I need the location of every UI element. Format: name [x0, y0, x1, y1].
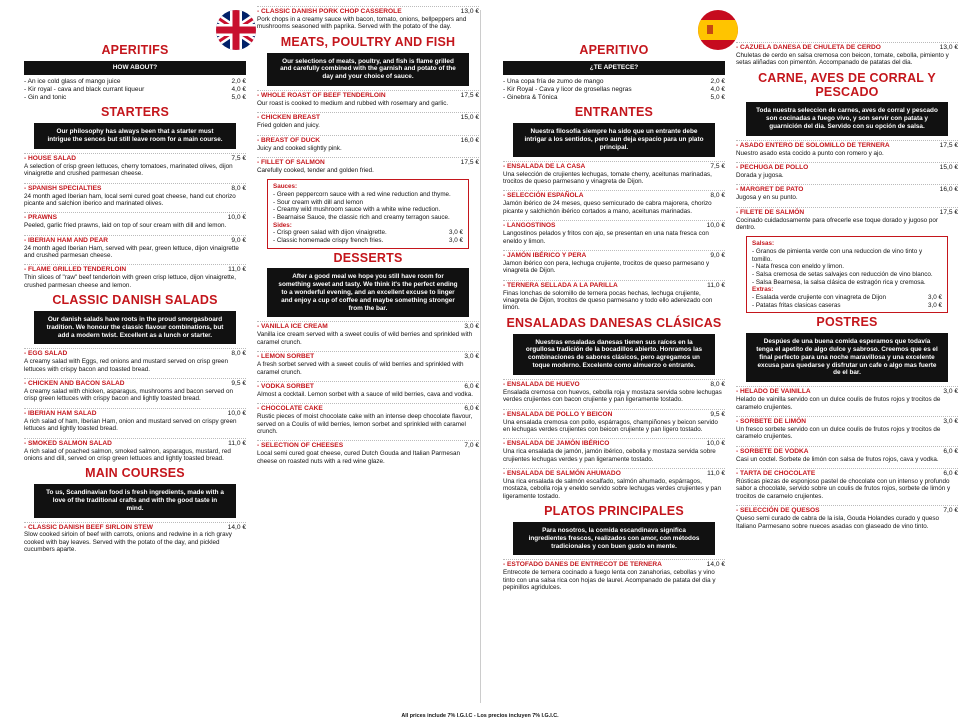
drink-row: [24, 94, 246, 102]
section-title-aperitivo: APERITIVO: [579, 43, 649, 57]
menu-item-description: Jamon ibérico con pera, lechuga crujiente, trocitos de queso parmesano y vinagreta de Dijon.: [503, 259, 710, 275]
menu-item-price: 17,5 €: [939, 141, 958, 149]
menu-item-description: Helado de vainilla servido con un dulce coulis de frutos rojos y trocitos de caramelo crujientes.: [736, 396, 941, 411]
menu-item-name: - ENSALADA DE LA CASA: [503, 162, 586, 170]
salads-list: [24, 348, 246, 462]
menu-item-price: 3,0 €: [464, 353, 479, 361]
menu-item-price: 9,0 €: [710, 251, 725, 259]
menu-item-price: 9,5 €: [710, 410, 725, 418]
menu-item-header: [24, 214, 246, 222]
menu-item-price: 10,0 €: [227, 409, 246, 417]
menu-item-description: Vanilla ice cream served with a sweet coulis of wild berries and sprinkled with caramel crunch.: [257, 331, 473, 346]
side-option: [273, 237, 463, 245]
menu-item-price: 3,0 €: [943, 388, 958, 396]
section-title-desserts: DESSERTS: [333, 250, 403, 265]
menu-item: [24, 153, 246, 178]
menu-item-header: [503, 470, 725, 478]
menu-item-price: 10,0 €: [227, 214, 246, 222]
menu-item-description: Almost a cocktail. Lemon sorbet with a sauce of wild berries, cava and vodka.: [257, 390, 473, 398]
menu-item-price: 14,0 €: [706, 561, 725, 569]
menu-item-header: [24, 440, 246, 448]
menu-item-description: Nuestro asado esta cocido a punto con romero y ajo.: [736, 149, 884, 157]
menu-item-description: Entrecote de ternera cocinado a fuego lenta con zanahorias, cebollas y vino tinto con una salsa rica con hojas de laurel. Acompanado de patata del dia y pepinillos agridulces.: [503, 569, 716, 592]
menu-item-name: - IBERIAN HAM AND PEAR: [24, 236, 109, 244]
drink-name: - Gin and tonic: [24, 94, 67, 102]
menu-item-description: A fresh sorbet served with a sweet coulis of wild berries and sprinkled with caramel crunch.: [257, 361, 464, 376]
menu-item: [503, 161, 725, 186]
desserts-intro: After a good meal we hope you still have room for something sweet and tasty. We think it's the perfect ending to a wonderful evening, and an excellent excuse to linger and enjoy a cup of coffee and maybe something stronger from the bar.: [267, 268, 469, 317]
menu-item-description: Jugosa y en su punto.: [736, 194, 798, 202]
sauce-option: - Salsa cremosa de setas salvajes con reducción de vino blanco.: [752, 271, 933, 279]
center-fold: [480, 10, 481, 703]
menu-item-description: Ensalada cremosa con huevos, cebolla roja y mostaza servida sobre lechugas verdes crujientes con bacon crujiente y pan ligeramente tostado.: [503, 388, 722, 404]
sauce-option: - Granos de pimienta verde con una reduccion de vino tinto y tomillo.: [752, 248, 923, 263]
menu-item-price: 13,0 €: [460, 8, 479, 15]
menu-item-price: 11,0 €: [228, 439, 246, 447]
section-title-entrantes: ENTRANTES: [574, 105, 654, 120]
sides-label: Sides:: [273, 221, 292, 229]
side-option: [273, 229, 463, 237]
menu-item: [257, 321, 479, 346]
footer-tax-note: All prices include 7% I.G.I.C - Los precios incluyen 7% I.G.I.C.: [401, 712, 559, 719]
menu-item: [257, 403, 479, 435]
menu-item-price: 3,0 €: [943, 418, 958, 426]
menu-item-price: 6,0 €: [943, 447, 958, 455]
menu-item-description: Queso semi curado de cabra de la isla, Gouda Holandes curado y queso Italiano Parmesano sobre nueces asadas con glaseado de vino tinto.: [736, 515, 940, 530]
section-title-postres: POSTRES: [816, 315, 878, 330]
menu-item: [736, 184, 958, 201]
drink-row: [503, 86, 725, 94]
section-title-main-courses: MAIN COURSES: [85, 466, 185, 481]
menu-item-description: A creamy salad with Eggs, red onions and mustard served on crisp green lettuces with crispy bacon and toasted bread.: [24, 358, 229, 373]
menu-item-name: - VODKA SORBET: [257, 382, 314, 390]
entrantes-intro: Nuestra filosofía siempre ha sido que un entrante debe intrigar a los sentidos, pero aun deja espacio para un plato principal.: [513, 123, 715, 156]
menu-item-name: - ENSALADA DE POLLO Y BEICON: [503, 410, 613, 418]
menu-item-price: 7,0 €: [464, 442, 479, 450]
menu-item-header: [736, 44, 958, 52]
side-option-price: 3,0 €: [448, 229, 463, 237]
menu-item-name: - VANILLA ICE CREAM: [257, 323, 328, 331]
menu-item-name: - CLASSIC DANISH BEEF SIRLOIN STEW: [24, 523, 153, 531]
menu-item-header: [503, 222, 725, 230]
menu-item-description: Carefully cooked, tender and golden fried.: [257, 166, 374, 174]
menu-item-header: [503, 282, 725, 290]
menu-item: [24, 378, 246, 403]
menu-item-name: - JAMÓN IBÉRICO Y PERA: [503, 251, 587, 259]
starters-intro: Our philosophy has always been that a starter must intrigue the sences but still leave room for a main course.: [34, 123, 236, 149]
sauce-option: - Sour cream with dill and lemon: [273, 198, 363, 206]
menu-item: [24, 348, 246, 373]
drink-price: 2,0 €: [231, 77, 246, 85]
menu-item-description: Rustic pieces of moist chocolate cake with an intense deep chocolate flavour, served on a Coulis of wild berries, lemon sorbet and sprinkled with caramel crunch.: [257, 413, 473, 436]
menu-item-price: 11,0 €: [707, 470, 725, 478]
menu-item-name: - SELECCIÓN ESPAÑOLA: [503, 192, 584, 200]
menu-item-name: - FLAME GRILLED TENDERLOIN: [24, 266, 127, 274]
menu-item-header: [503, 561, 725, 569]
menu-item-price: 17,5 €: [939, 208, 958, 216]
sauces-list: [273, 191, 463, 222]
menu-item-price: 7,5 €: [231, 154, 246, 162]
menu-item-price: 11,0 €: [707, 281, 725, 289]
menu-item-header: [257, 353, 479, 361]
drink-row: [503, 94, 725, 102]
menu-item: [736, 162, 958, 179]
menu-item-price: 15,0 €: [939, 164, 958, 172]
menu-item-header: [736, 164, 958, 172]
menu-item-name: - PRAWNS: [24, 214, 57, 222]
menu-item-header: [24, 155, 246, 163]
menu-item-description: Peeled, garlic fried prawns, laid on top of sour cream with dill and lemon.: [24, 222, 227, 230]
section-title-carne: CARNE, AVES DE CORRAL Y PESCADO: [758, 70, 936, 99]
entrantes-list: [503, 161, 725, 312]
menu-item-description: Pork chops in a creamy sauce with bacon, tomato, onions, bellpeppers and mushrooms seasoned with paprika. Served with the potato of the day.: [257, 15, 467, 31]
menu-item-name: - ENSALADA DE HUEVO: [503, 380, 580, 388]
menu-item-description: Langostinos pelados y fritos con ajo, se presentan en una nata fresca con eneldo y limon.: [503, 230, 709, 245]
drink-name: - Ginebra & Tónica: [503, 94, 558, 102]
menu-item: [24, 264, 246, 289]
menu-item-header: [24, 237, 246, 245]
column-english-right: [257, 6, 479, 470]
menu-item-price: 14,0 €: [227, 523, 246, 531]
menu-item-description: Cocinado cuidadosamente para ofrecerle ese toque dorado y jugoso por dentro.: [736, 216, 938, 231]
section-title-meats: MEATS, POULTRY AND FISH: [280, 34, 456, 49]
menu-item-price: 6,0 €: [943, 470, 958, 478]
side-option-name: - Esalada verde crujiente con vinagreta de Dijon: [752, 294, 887, 302]
side-option-name: - Patatas fritas clasicas caseras: [752, 301, 841, 309]
sauces-box: [267, 179, 469, 248]
menu-item-header: [736, 142, 958, 150]
menu-item-header: [736, 209, 958, 217]
menu-item-description: A selection of crisp green lettuces, cherry tomatoes, marinated olives, dijon vinaigrette and crushed parmesan cheese.: [24, 162, 233, 178]
drink-price: 2,0 €: [710, 77, 725, 85]
menu-item-name: - CHICKEN AND BACON SALAD: [24, 380, 125, 388]
carne-intro: Toda nuestra seleccion de carnes, aves de corral y pescado son cocinadas a fuego vivo, y son servir con patata y guarnición del dia. Servido con su opción de salsa.: [746, 102, 948, 135]
menu-item-name: - SORBETE DE LIMÓN: [736, 418, 806, 426]
menu-item-header: [257, 442, 479, 450]
menu-item: [24, 408, 246, 433]
menu-item-name: - IBERIAN HAM SALAD: [24, 409, 97, 417]
menu-item-price: 8,0 €: [710, 192, 725, 200]
menu-item-description: A creamy salad with chicken, asparagus, mushrooms and bacon served on crisp green lettuces with crispy bacon and lightly toasted bread.: [24, 388, 233, 403]
menu-item-price: 3,0 €: [464, 323, 479, 331]
menu-item-price: 16,0 €: [460, 136, 479, 144]
meats-intro: Our selections of meats, poultry, and fish is flame grilled and carefully combined with the garnish and potato of the day and your choice of sauce.: [267, 53, 469, 86]
menu-item-name: - SORBETE DE VODKA: [736, 447, 809, 455]
menu-item-name: - SELECCIÓN DE QUESOS: [736, 507, 820, 515]
menu-item-price: 10,0 €: [706, 222, 725, 230]
menu-item-price: 11,0 €: [228, 266, 246, 274]
menu-item: [503, 220, 725, 245]
sauce-option: - Bearnaise Sauce, the classic rich and creamy terragon sauce.: [273, 213, 450, 221]
menu-item: [257, 90, 479, 107]
drink-row: [24, 78, 246, 86]
salsas-list: [752, 248, 942, 286]
menu-item: [503, 379, 725, 404]
menu-item-name: - ESTOFADO DANES DE ENTRECOT DE TERNERA: [503, 561, 662, 569]
menu-item-price: 8,0 €: [710, 380, 725, 388]
menu-item-description: 24 month aged Iberian Ham, served with pear, green lettuce, dijon vinaigrette and crushed parmesan cheese.: [24, 244, 239, 260]
menu-item: [736, 207, 958, 232]
side-option: [752, 294, 942, 302]
menu-item-name: - CHICKEN BREAST: [257, 114, 321, 122]
top-list-es: [736, 42, 958, 67]
drink-name: - An ice cold glass of mango juice: [24, 77, 121, 85]
menu-item-description: Una rica ensalada de jamón, jamón ibérico, cebolla y mostaza servida sobre crujientes lechugas verdes y pan ligeramente tostado.: [503, 448, 716, 463]
menu-item: [503, 250, 725, 275]
menu-item-header: [24, 350, 246, 358]
menu-item-description: Slow cooked sirloin of beef with carrots, onions and redwine in a rich gravy cooked with bay leaves. Served with the potato of the day, and pickled cucumbers aparte.: [24, 531, 232, 554]
menu-item-header: [24, 410, 246, 418]
drink-name: - Kir Royal - Cava y licor de grosellas negras: [503, 85, 632, 93]
menu-item-name: - ASADO ENTERO DE SOLOMILLO DE TERNERA: [736, 141, 890, 149]
menu-item-price: 9,5 €: [231, 380, 246, 388]
menu-item: [736, 416, 958, 441]
menu-item-description: Chuletas de cerdo en salsa cremosa con beicon, tomate, cebolla, pimiento y setas aliñadas con pimentón. Accompanado de patatas del dia.: [736, 51, 949, 67]
menu-item-description: Our roast is cooked to medium and rubbed with rosemary and garlic.: [257, 99, 449, 107]
drink-price: 5,0 €: [710, 94, 725, 102]
menu-item-description: Un fresco sorbete servido con un dulce coulis de frutos rojos y trocitos de caramelo crujientes.: [736, 425, 941, 441]
menu-item-name: - SMOKED SALMON SALAD: [24, 439, 112, 447]
section-title-platos: PLATOS PRINCIPALES: [544, 504, 684, 519]
menu-item: [503, 438, 725, 463]
menu-item: [24, 212, 246, 229]
menu-item-description: 24 month aged Iberian ham, local semi cured goat cheese, hand cut chorizo picante and salchion iberico and marinated olives.: [24, 192, 236, 207]
menu-item-header: [736, 470, 958, 478]
menu-item: [503, 190, 725, 215]
menu-item-name: - EGG SALAD: [24, 350, 68, 358]
menu-item-description: Finas lonchas de solomillo de ternera pocas hechas, lechuga crujiente, vinagreta de Dijon, trocitos de queso parmesano y todo ello aderezado con limón.: [503, 289, 713, 312]
sauces-label: Sauces:: [273, 183, 298, 191]
salads-intro: Our danish salads have roots in the proud smorgasboard tradition. We honour the classic flavour combinations, but add a modern twist. Excellent as a lunch or starter.: [34, 311, 236, 344]
menu-item-description: Una ensalada cremosa con pollo, espárragos, champiñones y beicon servido en lechugas verdes crujientes con beicon crujiente y pan ligero tostado.: [503, 418, 718, 433]
starters-list: [24, 153, 246, 289]
menu-item-header: [257, 92, 479, 100]
menu-item: [736, 505, 958, 530]
menu-item-price: 17,5 €: [460, 91, 479, 99]
menu-item-name: - CLASSIC DANISH PORK CHOP CASSEROLE: [257, 8, 402, 15]
drink-price: 4,0 €: [231, 85, 246, 93]
side-option-price: 3,0 €: [927, 294, 942, 302]
menu-item-header: [736, 507, 958, 515]
drink-row: [503, 78, 725, 86]
menu-item-name: - FILETE DE SALMÓN: [736, 208, 805, 216]
menu-item: [24, 235, 246, 260]
drink-price: 4,0 €: [710, 85, 725, 93]
extras-label: Extras:: [752, 286, 774, 294]
menu-item-header: [736, 186, 958, 194]
menu-item-header: [736, 448, 958, 456]
menu-item-header: [257, 323, 479, 331]
menu-item-header: [257, 114, 479, 122]
salsas-box: [746, 236, 948, 313]
main-intro: To us, Scandinavian food is fresh ingredients, made with a love of the traditional crafts and with the good taste in mind.: [34, 484, 236, 517]
menu-item: [24, 438, 246, 463]
section-title-aperitifs: APERITIFS: [101, 43, 169, 57]
main-list: [24, 522, 246, 554]
drink-name: - Una copa fría de zumo de mango: [503, 77, 604, 85]
side-option-price: 3,0 €: [448, 236, 463, 244]
menu-item: [736, 42, 958, 67]
menu-item-price: 13,0 €: [939, 44, 958, 51]
aperitivo-list: [503, 78, 725, 103]
menu-item-header: [24, 185, 246, 193]
platos-list: [503, 559, 725, 591]
menu-item: [257, 112, 479, 129]
column-english-left: [24, 6, 246, 559]
menu-item-header: [503, 411, 725, 419]
menu-item-header: [503, 192, 725, 200]
menu-item: [503, 559, 725, 591]
side-option-name: - Crisp green salad with dijon vinaigrette.: [273, 229, 387, 237]
menu-item-name: - SELECTION OF CHEESES: [257, 442, 344, 450]
menu-item: [257, 135, 479, 152]
menu-item-name: - HOUSE SALAD: [24, 154, 77, 162]
extras-list: [752, 294, 942, 309]
sauce-option: - Creamy wild mushroom sauce with a white wine reduction.: [273, 206, 441, 214]
side-option-name: - Classic homemade crispy french fries.: [273, 236, 384, 244]
menu-item-price: 7,0 €: [943, 507, 958, 515]
menu-item: [503, 468, 725, 500]
menu-item-name: - CAZUELA DANESA DE CHULETA DE CERDO: [736, 44, 881, 51]
menu-item: [257, 6, 479, 31]
menu-item-description: Fried golden and juicy.: [257, 122, 320, 130]
sauce-option: - Green peppercorn sauce with a red wine reduction and thyme.: [273, 190, 451, 198]
menu-item: [736, 468, 958, 500]
section-title-starters: STARTERS: [100, 105, 170, 120]
menu-item-name: - ENSALADA DE JAMÓN IBÉRICO: [503, 440, 610, 448]
drink-price: 5,0 €: [231, 94, 246, 102]
menu-item-header: [257, 137, 479, 145]
column-spanish-right: [736, 6, 958, 535]
menu-item: [736, 446, 958, 463]
menu-item-description: Una rica ensalada de salmón escalfado, salmón ahumado, espárragos, mostaza, cebolla roja y eneldo servido sobre lechugas verdes crujientes y pan ligeramente tostado.: [503, 478, 722, 500]
menu-item-header: [257, 159, 479, 167]
menu-item-price: 8,0 €: [231, 350, 246, 358]
menu-item: [24, 183, 246, 208]
menu-item-header: [257, 405, 479, 413]
drink-row: [24, 86, 246, 94]
menu-item: [503, 409, 725, 434]
menu-item-name: - CHOCOLATE CAKE: [257, 405, 323, 413]
sauce-option: - Nata fresca con eneldo y limon.: [752, 263, 845, 271]
menu-item-description: A rich salad of poached salmon, smoked salmon, asparagus, mustard, red onions and dill, served on crisp green lettuces and lightly toasted bread.: [24, 447, 231, 462]
postres-list: [736, 386, 958, 530]
menu-item-header: [24, 524, 246, 532]
menu-item-name: - SPANISH SPECIALTIES: [24, 184, 102, 192]
menu-item-description: Local semi cured goat cheese, cured Dutch Gouda and Italian Parmesan cheese on roasted nuts with a red wine glaze.: [257, 450, 461, 465]
ensaladas-list: [503, 379, 725, 500]
menu-item-price: 16,0 €: [939, 186, 958, 194]
menu-item: [257, 351, 479, 376]
menu-item-price: 10,0 €: [706, 440, 725, 448]
menu-item-description: A rich salad of ham, Iberian Ham, onion and mustard served on crispy green lettuces and lightly toasted bread.: [24, 417, 237, 433]
menu-item-name: - BREAST OF DUCK: [257, 136, 321, 144]
menu-item: [736, 386, 958, 411]
drink-name: - Kir royal - cava and black currant liqueur: [24, 85, 145, 93]
aperitivo-bar: ¿TE APETECE?: [503, 61, 725, 75]
menu-item: [257, 440, 479, 465]
menu-item-header: [503, 381, 725, 389]
menu-item: [503, 280, 725, 312]
menu-item-description: Rústicas piezas de esponjoso pastel de chocolate con un intenso y profundo sabor a chocolate, servido sobre un coulis de frutos rojos, sorbete de limón y trocitos de caramelo crujientes.: [736, 478, 951, 500]
menu-item-price: 7,5 €: [710, 162, 725, 170]
ensaladas-intro: Nuestras ensaladas danesas tienen sus raíces en la orgullosa tradición de la bocadillos abierto. Honramos las combinaciones de sabores clásicos, pero agregamos un toque moderno. Excelente como almuerzo o entrante.: [513, 334, 715, 375]
side-option-price: 3,0 €: [927, 301, 942, 309]
menu-item-header: [503, 252, 725, 260]
menu-item-description: Jamón ibérico de 24 meses, queso semicurado de cabra majorera, chorizo picante y salchichón ibérico cortados a mano, aceitunas marinadas.: [503, 200, 712, 215]
menu-item-name: - TARTA DE CHOCOLATE: [736, 470, 816, 478]
menu-item-header: [503, 440, 725, 448]
menu-item-price: 15,0 €: [460, 114, 479, 122]
menu-item-header: [736, 418, 958, 426]
menu-item-header: [257, 383, 479, 391]
menu-item-header: [24, 266, 246, 274]
column-spanish-left: [503, 6, 725, 597]
platos-intro: Para nosotros, la comida escandinava significa ingredientes frescos, realizados con amor, con métodos tradicionales y con buen gusto en mente.: [513, 522, 715, 555]
menu-item-name: - HELADO DE VAINILLA: [736, 388, 811, 396]
menu-item-name: - TERNERA SELLADA A LA PARILLA: [503, 281, 618, 289]
sides-list: [273, 229, 463, 244]
top-list: [257, 6, 479, 31]
menu-item: [257, 157, 479, 174]
menu-item-name: - LEMON SORBET: [257, 353, 315, 361]
side-option: [752, 302, 942, 310]
menu-item-name: - WHOLE ROAST OF BEEF TENDERLOIN: [257, 91, 386, 99]
postres-intro: Despúes de una buena comida esperamos que todavía tenga el apetito de algo dulce y sabroso. Creemos que es el final perfecto para una noche maravillosa y una excelente excusa para quedarse y disfrutar un cafe o algo mas fuerte de el bar.: [746, 333, 948, 382]
salsas-label: Salsas:: [752, 240, 775, 248]
menu-item: [736, 140, 958, 157]
menu-item-description: Una selección de crujientes lechugas, tomate cherry, aceitunas marinadas, trocitos de queso parmesano y vinagreta de Dijon.: [503, 170, 712, 185]
menu-item-name: - ENSALADA DE SALMÓN AHUMADO: [503, 470, 621, 478]
menu-item-header: [736, 388, 958, 396]
menu-item-name: - FILLET OF SALMON: [257, 158, 325, 166]
menu-item-name: - PECHUGA DE POLLO: [736, 164, 809, 172]
menu-item-description: Casi un coctel. Sorbete de limón con salsa de frutos rojos, cava y vodka.: [736, 455, 939, 463]
menu-item-header: [257, 8, 479, 16]
menu-item-price: 8,0 €: [231, 184, 246, 192]
sauce-option: - Salsa Bearnesa, la salsa clásica de estragón rica y cremosa.: [752, 278, 926, 286]
menu-item: [24, 522, 246, 554]
section-title-ensaladas: ENSALADAS DANESAS CLÁSICAS: [506, 315, 722, 330]
carne-list: [736, 140, 958, 232]
menu-item-description: Thin slices of "raw" beef tenderloin with green crisp lettuce, dijon vinaigrette, crushed parmesan cheese and lemon.: [24, 274, 237, 289]
desserts-list: [257, 321, 479, 465]
aperitifs-list: [24, 78, 246, 103]
menu-item: [257, 381, 479, 398]
menu-item-header: [24, 380, 246, 388]
menu-item-name: - MARGRET DE PATO: [736, 186, 804, 194]
menu-item-description: Dorada y jugosa.: [736, 171, 784, 179]
menu-item-price: 6,0 €: [464, 382, 479, 390]
menu-item-price: 17,5 €: [460, 158, 479, 166]
menu-item-price: 6,0 €: [464, 405, 479, 413]
section-title-salads: CLASSIC DANISH SALADS: [52, 293, 218, 308]
aperitifs-bar: HOW ABOUT?: [24, 61, 246, 75]
menu-item-header: [503, 163, 725, 171]
menu-item-description: Juicy and cooked slightly pink.: [257, 144, 342, 152]
menu-item-price: 9,0 €: [231, 236, 246, 244]
meats-list: [257, 90, 479, 174]
menu-item-name: - LANGOSTINOS: [503, 222, 556, 230]
